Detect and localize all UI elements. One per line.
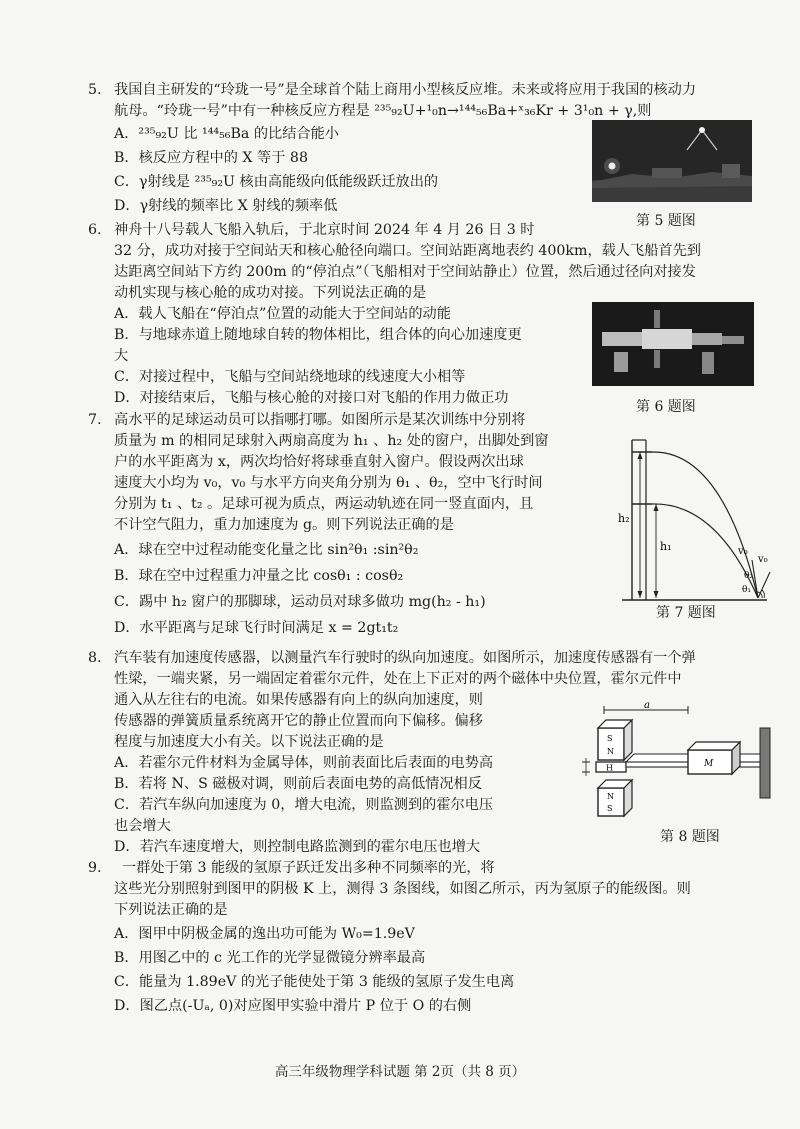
question-7-option-d: D．水平距离与足球飞行时间满足 x = 2gt₁t₂ bbox=[114, 620, 399, 636]
question-7-stem-line-6: 不计空气阻力，重力加速度为 g。则下列说法正确的是 bbox=[114, 517, 454, 533]
question-5-stem-line-2: 航母。“玲珑一号”中有一种核反应方程是 ²³⁵₉₂U+¹₀n→¹⁴⁴₅₆Ba+ˣ₃₆Kr + 3¹₀n + γ,则 bbox=[114, 103, 652, 119]
question-7-stem-line-4: 速度大小均为 v₀，v₀ 与水平方向夹角分别为 θ₁ 、θ₂，空中飞行时间 bbox=[114, 475, 543, 491]
label-h1: h₁ bbox=[660, 540, 672, 553]
question-9-stem-line-3: 下列说法正确的是 bbox=[114, 902, 228, 918]
question-8-caption: 第 8 题图 bbox=[660, 829, 720, 845]
label-v0-a: v₀ bbox=[738, 546, 748, 557]
question-7-stem-line-5: 分别为 t₁ 、t₂ 。足球可视为质点，两运动轨迹在同一竖直面内，且 bbox=[114, 496, 534, 512]
label-m: M bbox=[704, 759, 714, 769]
label-v0-b: v₀ bbox=[758, 554, 768, 565]
question-5-option-a: A．²³⁵₉₂U 比 ¹⁴⁴₅₆Ba 的比结合能小 bbox=[114, 126, 339, 142]
question-9-option-a: A．图甲中阴极金属的逸出功可能为 W₀=1.9eV bbox=[114, 926, 415, 942]
label-theta-1: θ₁ bbox=[742, 585, 752, 595]
question-6-caption: 第 6 题图 bbox=[636, 399, 696, 415]
question-8-option-c-line-1: C．若汽车纵向加速度为 0，增大电流，则监测到的霍尔电压 bbox=[114, 797, 494, 813]
question-8-option-c-line-2: 也会增大 bbox=[114, 818, 171, 834]
question-6-stem-line-2: 32 分，成功对接于空间站天和核心舱径向端口。空间站距离地表约 400km，载人飞船首先到 bbox=[114, 243, 701, 259]
question-6-option-b-line-2: 大 bbox=[114, 348, 129, 364]
question-7-option-a: A．球在空中过程动能变化量之比 sin²θ₁ :sin²θ₂ bbox=[114, 542, 419, 558]
label-n-top: N bbox=[607, 747, 614, 756]
page-footer: 高三年级物理学科试题 第 2页（共 8 页） bbox=[274, 1064, 526, 1080]
question-6-option-c: C．对接过程中，飞船与空间站绕地球的线速度大小相等 bbox=[114, 369, 466, 385]
question-6-stem-line-4: 动机实现与核心舱的成功对接。下列说法正确的是 bbox=[114, 285, 427, 301]
question-7-stem-line-2: 质量为 m 的相同足球射入两扇高度为 h₁ 、h₂ 处的窗户，出脚处到窗 bbox=[114, 433, 549, 449]
question-7-option-b: B．球在空中过程重力冲量之比 cosθ₁ : cosθ₂ bbox=[114, 568, 404, 584]
question-5-caption: 第 5 题图 bbox=[636, 213, 696, 229]
label-h: H bbox=[606, 763, 613, 773]
question-5-number: 5. bbox=[88, 82, 102, 98]
question-6-number: 6. bbox=[88, 222, 102, 238]
question-8-diagram bbox=[578, 700, 778, 824]
question-9-option-b: B．用图乙中的 c 光工作的光学显微镜分辨率最高 bbox=[114, 950, 426, 966]
question-9-number: 9. bbox=[88, 860, 102, 876]
question-7-diagram bbox=[612, 432, 772, 602]
question-9-stem-line-2: 这些光分别照射到图甲的阴极 K 上，测得 3 条图线，如图乙所示，丙为氢原子的能级图。则 bbox=[114, 881, 691, 897]
space-station-photo-icon bbox=[592, 302, 754, 386]
question-9-option-c: C．能量为 1.89eV 的光子能使处于第 3 能级的氢原子发生电离 bbox=[114, 974, 515, 990]
question-8-option-d: D．若汽车速度增大，则控制电路监测到的霍尔电压也增大 bbox=[114, 839, 481, 855]
question-8-option-a: A．若霍尔元件材料为金属导体，则前表面比后表面的电势高 bbox=[114, 755, 494, 771]
question-8-number: 8. bbox=[88, 650, 102, 666]
question-5-photo bbox=[592, 120, 752, 202]
question-5-option-d: D．γ射线的频率比 X 射线的频率低 bbox=[114, 198, 338, 214]
label-a: a bbox=[644, 700, 650, 711]
label-n-bottom: N bbox=[607, 792, 614, 801]
label-h2: h₂ bbox=[618, 512, 630, 525]
question-8-stem-line-3: 通入从左往右的电流。如果传感器有向上的纵向加速度，则 bbox=[114, 692, 483, 708]
question-5-stem-line-1: 我国自主研发的“玲珑一号”是全球首个陆上商用小型核反应堆。未来或将应用于我国的核动力 bbox=[114, 82, 697, 98]
question-7-option-c: C．踢中 h₂ 窗户的那脚球，运动员对球多做功 mg(h₂ - h₁) bbox=[114, 594, 486, 610]
question-8-stem-line-4: 传感器的弹簧质量系统离开它的静止位置而向下偏移。偏移 bbox=[114, 713, 483, 729]
question-7-stem-line-1: 高水平的足球运动员可以指哪打哪。如图所示是某次训练中分别将 bbox=[114, 412, 526, 428]
question-8-option-b: B．若将 N、S 磁极对调，则前后表面电势的高低情况相反 bbox=[114, 776, 482, 792]
question-5-option-c: C．γ射线是 ²³⁵₉₂U 核由高能级向低能级跃迁放出的 bbox=[114, 174, 439, 190]
question-5-option-b: B．核反应方程中的 X 等于 88 bbox=[114, 150, 308, 166]
question-8-stem-line-5: 程度与加速度大小有关。以下说法正确的是 bbox=[114, 734, 384, 750]
question-9-stem-line-1: 一群处于第 3 能级的氢原子跃迁发出多种不同频率的光，将 bbox=[122, 860, 495, 876]
question-6-option-b-line-1: B．与地球赤道上随地球自转的物体相比，组合体的向心加速度更 bbox=[114, 327, 522, 343]
question-7-caption: 第 7 题图 bbox=[656, 605, 716, 621]
question-9-option-d: D．图乙点(-Uₐ, 0)对应图甲实验中滑片 P 位于 O 的右侧 bbox=[114, 998, 472, 1014]
reactor-night-photo-icon bbox=[592, 120, 752, 202]
label-s-bottom: S bbox=[607, 804, 613, 813]
label-theta-2: θ₂ bbox=[744, 571, 754, 581]
label-s-top: S bbox=[607, 734, 613, 743]
question-6-option-d: D．对接结束后，飞船与核心舱的对接口对飞船的作用力做正功 bbox=[114, 390, 509, 406]
question-8-stem-line-2: 性梁，一端夹紧，另一端固定着霍尔元件，处在上下正对的两个磁体中央位置，霍尔元件中 bbox=[114, 671, 682, 687]
question-6-option-a: A．载人飞船在“停泊点”位置的动能大于空间站的动能 bbox=[114, 306, 451, 322]
question-6-stem-line-1: 神舟十八号载人飞船入轨后，于北京时间 2024 年 4 月 26 日 3 时 bbox=[114, 222, 535, 238]
question-7-number: 7. bbox=[88, 412, 102, 428]
question-8-stem-line-1: 汽车装有加速度传感器，以测量汽车行驶时的纵向加速度。如图所示，加速度传感器有一个弹 bbox=[114, 650, 696, 666]
question-6-photo bbox=[592, 302, 754, 386]
question-6-stem-line-3: 达距离空间站下方约 200m 的“停泊点”（飞船相对于空间站静止）位置，然后通过径向对接发 bbox=[114, 264, 696, 280]
question-7-stem-line-3: 户的水平距离为 x，两次均恰好将球垂直射入窗户。假设两次出球 bbox=[114, 454, 524, 470]
